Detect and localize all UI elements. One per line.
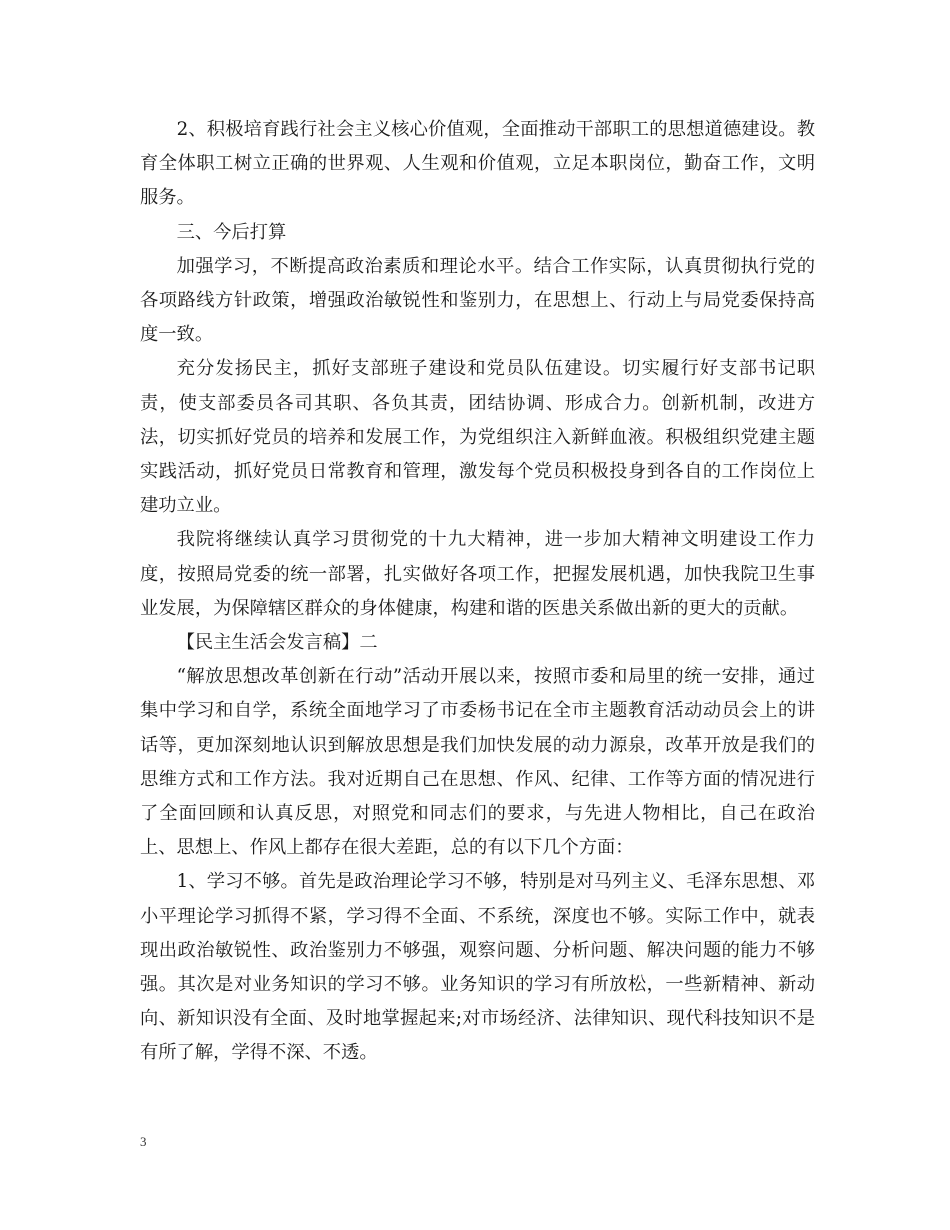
paragraph-insufficient-study: 1、学习不够。首先是政治理论学习不够，特别是对马列主义、毛泽东思想、邓小平理论学习抓得不紧，学习得不全面、不系统，深度也不够。实际工作中，就表现出政治敏锐性、政治鉴别力不够强，观察问题、分析问题、解决问题的能力不够强。其次是对业务知识的学习不够。业务知识的学习有所放松，一些新精神、新动向、新知识没有全面、及时地掌握起来;对市场经济、法律知识、现代科技知识不是有所了解，学得不深、不透。 <box>140 871 815 1064</box>
paragraph-continue-study: 我院将继续认真学习贯彻党的十九大精神，进一步加大精神文明建设工作力度，按照局党委的统一部署，扎实做好各项工作，把握发展机遇，加快我院卫生事业发展，为保障辖区群众的身体健康，构建和谐的医患关系做出新的更大的贡献。 <box>140 529 815 619</box>
paragraph-emancipate-mind: “解放思想改革创新在行动”活动开展以来，按照市委和局里的统一安排，通过集中学习和自学，系统全面地学习了市委杨书记在全市主题教育活动动员会上的讲话等，更加深刻地认识到解放思想是我们加快发展的动力源泉，改革开放是我们的思维方式和工作方法。我对近期自己在思想、作风、纪律、工作等方面的情况进行了全面回顾和认真反思，对照党和同志们的要求，与先进人物相比，自己在政治上、思想上、作风上都存在很大差距，总的有以下几个方面： <box>140 666 815 859</box>
page-number: 3 <box>140 1134 147 1149</box>
section-title-speech-two: 【民主生活会发言稿】二 <box>176 632 378 654</box>
heading-future-plans: 三、今后打算 <box>176 221 287 243</box>
paragraph-core-values: 2、积极培育践行社会主义核心价值观，全面推动干部职工的思想道德建设。教育全体职工树立正确的世界观、人生观和价值观，立足本职岗位，勤奋工作，文明服务。 <box>140 119 815 209</box>
paragraph-strengthen-study: 加强学习，不断提高政治素质和理论水平。结合工作实际，认真贯彻执行党的各项路线方针政策，增强政治敏锐性和鉴别力，在思想上、行动上与局党委保持高度一致。 <box>140 255 815 346</box>
document-body <box>140 113 815 1071</box>
paragraph-promote-democracy: 充分发扬民主，抓好支部班子建设和党员队伍建设。切实履行好支部书记职责，使支部委员各司其职、各负其责，团结协调、形成合力。创新机制，改进方法，切实抓好党员的培养和发展工作，为党组织注入新鲜血液。积极组织党建主题实践活动，抓好党员日常教育和管理，激发每个党员积极投身到各自的工作岗位上建功立业。 <box>140 358 815 517</box>
